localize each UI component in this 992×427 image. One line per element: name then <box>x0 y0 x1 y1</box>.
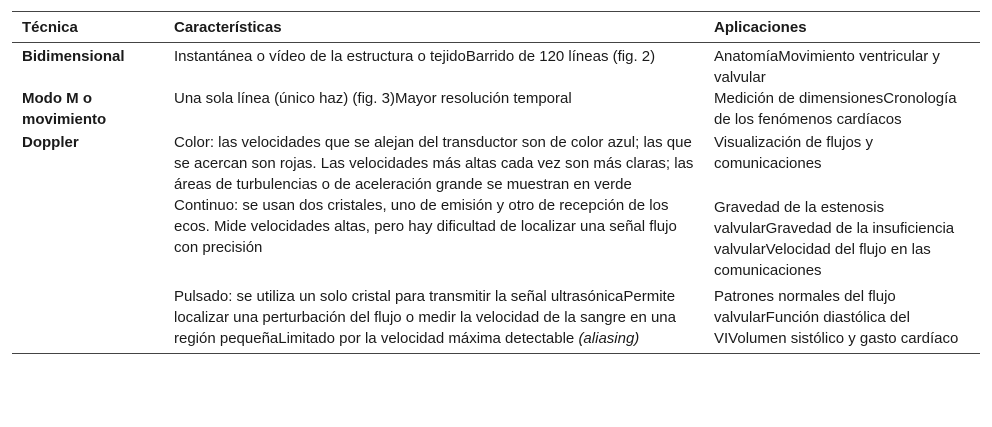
table-row <box>12 130 980 195</box>
header-tecnica: Técnica <box>22 19 78 36</box>
cell-tecnica: Doppler <box>22 134 79 151</box>
cell-caracteristicas: Instantánea o vídeo de la estructura o tejidoBarrido de 120 líneas (fig. 2) <box>174 48 656 65</box>
cell-caracteristicas: Color: las velocidades que se alejan del transductor son de color azul; las que se acercan son rojas. Las velocidades más altas cada vez son más claras; las áreas de turbulencias o de aceleración grande se muestran en verde <box>174 134 694 193</box>
cell-tecnica: Bidimensional <box>22 48 125 65</box>
cell-aplicaciones: Visualización de flujos y comunicaciones <box>714 134 873 172</box>
cell-aplicaciones: Patrones normales del flujo valvularFunción diastólica del VIVolumen sistólico y gasto cardíaco <box>714 288 959 347</box>
header-row <box>12 12 980 43</box>
cell-caracteristicas: Una sola línea (único haz) (fig. 3)Mayor resolución temporal <box>174 90 572 107</box>
cell-tecnica <box>12 195 164 281</box>
cell-tecnica: Modo M o movimiento <box>22 90 107 128</box>
table-row <box>12 281 980 354</box>
header-caracteristicas: Características <box>174 19 282 36</box>
data-table <box>12 11 980 354</box>
table-row <box>12 88 980 130</box>
table-row <box>12 43 980 89</box>
cell-aplicaciones: AnatomíaMovimiento ventricular y valvular <box>714 48 940 86</box>
cell-aplicaciones-text: Gravedad de la estenosis valvularGravedad de la insuficiencia valvularVelocidad del flujo en las comunicaciones <box>714 199 955 279</box>
cell-caracteristicas: Continuo: se usan dos cristales, uno de emisión y otro de recepción de los ecos. Mide velocidades altas, pero hay dificultad de localizar una señal flujo con precisión <box>174 197 677 256</box>
cell-aplicaciones: Medición de dimensionesCronología de los fenómenos cardíacos <box>714 90 957 128</box>
aliasing-term: (aliasing) <box>578 330 640 347</box>
table-container <box>12 11 980 354</box>
cell-caracteristicas <box>164 281 704 354</box>
cell-caracteristicas-text: Pulsado: se utiliza un solo cristal para transmitir la señal ultrasónicaPermite localizar una perturbación del flujo o medir la velocidad de la sangre en una región pequeñaLimitado por la velocidad máxima detectable <box>174 288 676 347</box>
table-row <box>12 195 980 281</box>
cell-tecnica <box>12 281 164 354</box>
header-aplicaciones: Aplicaciones <box>714 19 807 36</box>
cell-aplicaciones <box>704 195 980 281</box>
